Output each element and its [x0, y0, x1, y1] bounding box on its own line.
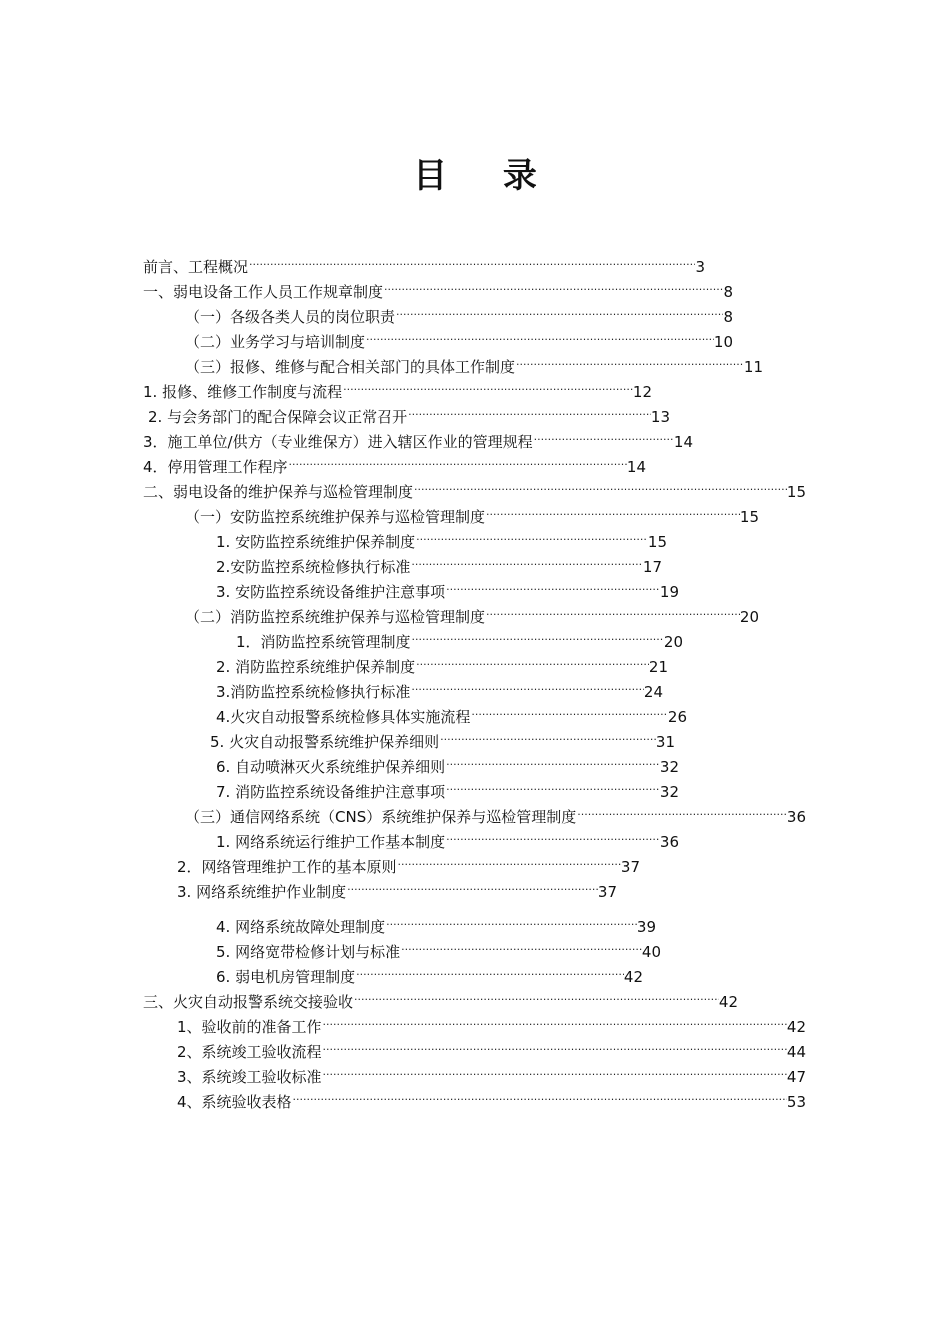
toc-dot-leader — [322, 1012, 787, 1032]
toc-entry[interactable] — [216, 937, 661, 961]
toc-entry-title: 4. 网络系统故障处理制度 — [216, 918, 386, 936]
toc-entry-page: 20 — [663, 633, 683, 651]
toc-entry-title: （一）各级各类人员的岗位职责 — [185, 308, 396, 326]
toc-entry[interactable] — [210, 727, 675, 751]
toc-entry[interactable] — [216, 677, 663, 701]
toc-dot-leader — [445, 577, 660, 597]
toc-entry-title: 2.安防监控系统检修执行标准 — [216, 558, 411, 576]
toc-entry[interactable] — [143, 252, 705, 276]
toc-entry-page: 10 — [713, 333, 733, 351]
toc-entry-page: 3 — [695, 258, 705, 276]
toc-entry[interactable] — [143, 477, 806, 501]
toc-entry[interactable] — [216, 752, 679, 776]
toc-entry-title: 3. 网络系统维护作业制度 — [177, 883, 347, 901]
toc-dot-leader — [407, 402, 651, 422]
page-title: 目 录 — [413, 156, 559, 196]
toc-entry-title: 4、系统验收表格 — [177, 1093, 292, 1111]
toc-entry[interactable] — [185, 352, 763, 376]
toc-entry-page: 47 — [786, 1068, 806, 1086]
toc-entry-page: 40 — [641, 943, 661, 961]
toc-dot-leader — [400, 937, 642, 957]
toc-dot-leader — [533, 427, 674, 447]
toc-entry-page: 19 — [659, 583, 679, 601]
toc-entry[interactable] — [177, 1087, 806, 1111]
toc-entry-page: 8 — [723, 283, 733, 301]
toc-entry-page: 13 — [650, 408, 670, 426]
toc-entry[interactable] — [185, 802, 806, 826]
toc-entry-page: 44 — [786, 1043, 806, 1061]
toc-entry[interactable] — [236, 627, 683, 651]
toc-entry-title: 6. 弱电机房管理制度 — [216, 968, 356, 986]
toc-entry-page: 37 — [597, 883, 617, 901]
toc-entry-page: 53 — [786, 1093, 806, 1111]
toc-entry-title: 二、弱电设备的维护保养与巡检管理制度 — [143, 483, 414, 501]
toc-entry[interactable] — [143, 987, 738, 1011]
toc-entry-title: 3．施工单位/供方（专业维保方）进入辖区作业的管理规程 — [143, 433, 533, 451]
toc-dot-leader — [353, 987, 719, 1007]
toc-dot-leader — [322, 1062, 787, 1082]
toc-entry-page: 11 — [743, 358, 763, 376]
toc-entry-page: 12 — [632, 383, 652, 401]
toc-dot-leader — [576, 802, 787, 822]
toc-dot-leader — [292, 1087, 787, 1107]
toc-entry-page: 42 — [623, 968, 643, 986]
toc-dot-leader — [288, 452, 627, 472]
toc-entry[interactable] — [148, 402, 670, 426]
toc-dot-leader — [410, 552, 643, 572]
toc-entry-page: 37 — [620, 858, 640, 876]
toc-entry-title: 2．网络管理维护工作的基本原则 — [177, 858, 397, 876]
toc-entry-title: 3. 安防监控系统设备维护注意事项 — [216, 583, 446, 601]
toc-dot-leader — [385, 912, 637, 932]
toc-entry-title: 3.消防监控系统检修执行标准 — [216, 683, 411, 701]
toc-dot-leader — [445, 777, 660, 797]
toc-dot-leader — [470, 702, 668, 722]
toc-dot-leader — [248, 252, 695, 272]
toc-dot-leader — [415, 652, 649, 672]
toc-entry[interactable] — [185, 502, 759, 526]
toc-entry-page: 31 — [655, 733, 675, 751]
toc-entry-title: 1．消防监控系统管理制度 — [236, 633, 411, 651]
toc-entry[interactable] — [216, 702, 687, 726]
toc-dot-leader — [383, 277, 723, 297]
toc-entry-title: （二）消防监控系统维护保养与巡检管理制度 — [185, 608, 486, 626]
toc-dot-leader — [395, 302, 723, 322]
toc-entry-title: 2. 消防监控系统维护保养制度 — [216, 658, 416, 676]
toc-entry[interactable] — [185, 327, 733, 351]
toc-entry-page: 14 — [673, 433, 693, 451]
toc-entry-page: 24 — [643, 683, 663, 701]
toc-entry-page: 32 — [659, 758, 679, 776]
toc-dot-leader — [445, 752, 660, 772]
toc-entry-title: 6. 自动喷淋灭火系统维护保养细则 — [216, 758, 446, 776]
toc-entry-title: 1、验收前的准备工作 — [177, 1018, 322, 1036]
toc-entry-page: 26 — [667, 708, 687, 726]
toc-entry-title: （三）报修、维修与配合相关部门的具体工作制度 — [185, 358, 516, 376]
toc-entry[interactable] — [143, 377, 652, 401]
toc-entry[interactable] — [185, 302, 733, 326]
toc-entry-page: 17 — [642, 558, 662, 576]
toc-dot-leader — [411, 627, 664, 647]
toc-entry-page: 8 — [723, 308, 733, 326]
toc-dot-leader — [410, 677, 644, 697]
toc-entry-title: 前言、工程概况 — [143, 258, 249, 276]
toc-entry-title: 1. 网络系统运行维护工作基本制度 — [216, 833, 446, 851]
toc-dot-leader — [322, 1037, 787, 1057]
toc-entry-page: 15 — [739, 508, 759, 526]
toc-dot-leader — [485, 602, 740, 622]
toc-dot-leader — [485, 502, 740, 522]
toc-entry-page: 15 — [786, 483, 806, 501]
toc-dot-leader — [342, 377, 633, 397]
toc-entry-page: 32 — [659, 783, 679, 801]
toc-entry-title: 5. 火灾自动报警系统维护保养细则 — [210, 733, 440, 751]
toc-dot-leader — [413, 477, 787, 497]
toc-entry[interactable] — [177, 1062, 806, 1086]
toc-entry[interactable] — [143, 427, 693, 451]
toc-entry[interactable] — [185, 602, 759, 626]
toc-entry-title: （二）业务学习与培训制度 — [185, 333, 366, 351]
toc-entry[interactable] — [177, 877, 617, 901]
toc-dot-leader — [445, 827, 660, 847]
toc-dot-leader — [397, 852, 621, 872]
toc-entry[interactable] — [216, 777, 679, 801]
toc-entry-page: 14 — [626, 458, 646, 476]
toc-entry[interactable] — [143, 452, 646, 476]
toc-dot-leader — [439, 727, 656, 747]
toc-entry-page: 39 — [636, 918, 656, 936]
toc-entry-page: 21 — [648, 658, 668, 676]
toc-dot-leader — [515, 352, 744, 372]
toc-entry-page: 15 — [647, 533, 667, 551]
toc-entry-page: 42 — [718, 993, 738, 1011]
toc-entry-title: 2. 与会务部门的配合保障会议正常召开 — [148, 408, 408, 426]
toc-dot-leader — [415, 527, 648, 547]
toc-entry[interactable] — [216, 912, 656, 936]
toc-entry-page: 36 — [659, 833, 679, 851]
toc-entry-title: 3、系统竣工验收标准 — [177, 1068, 322, 1086]
toc-entry-title: 5. 网络宽带检修计划与标准 — [216, 943, 401, 961]
toc-entry[interactable] — [177, 852, 640, 876]
toc-entry-page: 42 — [786, 1018, 806, 1036]
toc-entry[interactable] — [216, 962, 643, 986]
toc-entry[interactable] — [216, 527, 667, 551]
toc-entry[interactable] — [216, 552, 662, 576]
toc-entry-title: （一）安防监控系统维护保养与巡检管理制度 — [185, 508, 486, 526]
toc-dot-leader — [355, 962, 624, 982]
toc-entry[interactable] — [216, 652, 668, 676]
toc-entry-page: 20 — [739, 608, 759, 626]
toc-entry-title: （三）通信网络系统（CNS）系统维护保养与巡检管理制度 — [185, 808, 577, 826]
toc-dot-leader — [346, 877, 598, 897]
toc-entry-title: 4．停用管理工作程序 — [143, 458, 288, 476]
toc-entry-page: 36 — [786, 808, 806, 826]
toc-entry[interactable] — [177, 1037, 806, 1061]
toc-entry-title: 三、火灾自动报警系统交接验收 — [143, 993, 354, 1011]
toc-entry[interactable] — [177, 1012, 806, 1036]
toc-entry-title: 1. 安防监控系统维护保养制度 — [216, 533, 416, 551]
toc-entry[interactable] — [143, 277, 733, 301]
toc-entry-title: 一、弱电设备工作人员工作规章制度 — [143, 283, 384, 301]
toc-dot-leader — [365, 327, 714, 347]
toc-entry-title: 2、系统竣工验收流程 — [177, 1043, 322, 1061]
toc-entry[interactable] — [216, 577, 679, 601]
toc-entry[interactable] — [216, 827, 679, 851]
toc-entry-title: 7. 消防监控系统设备维护注意事项 — [216, 783, 446, 801]
toc-entry-title: 4.火灾自动报警系统检修具体实施流程 — [216, 708, 471, 726]
toc-entry-title: 1. 报修、维修工作制度与流程 — [143, 383, 343, 401]
